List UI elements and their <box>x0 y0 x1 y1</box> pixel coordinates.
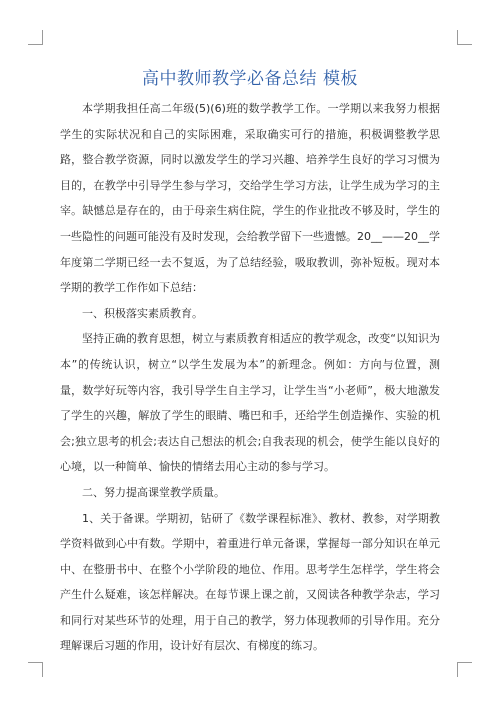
crop-mark-top-left <box>28 30 43 45</box>
crop-mark-top-right <box>457 30 472 45</box>
paragraph-lesson-prep: 1、关于备课。学期初，钻研了《数学课程标准》、教材、教参，对学期教学资料做到心中有数。学期中，着重进行单元备课，掌握每一部分知识在单元中、在整册书中、在整个小学阶段的地位、作用。思考学生怎样学，学生将会产生什么疑难，该怎样解决。在每节课上课之前，又阅读各种教学杂志，学习和同行对某些环节的处理，用于自己的教学，努力体现教师的引导作用。充分理解课后习题的作用，设计好有层次、有梯度的练习。 <box>60 511 440 653</box>
document-body <box>60 96 440 659</box>
crop-mark-bottom-right <box>457 662 472 677</box>
section-heading-2: 二、努力提高课堂教学质量。 <box>82 485 225 499</box>
crop-mark-bottom-left <box>28 662 43 677</box>
document-title: 高中教师教学必备总结 模板 <box>142 69 358 89</box>
section-heading-1: 一、积极落实素质教育。 <box>82 306 203 320</box>
paragraph-intro: 本学期我担任高二年级(5)(6)班的数学教学工作。一学期以来我努力根据学生的实际状况和自己的实际困难，采取确实可行的措施，积极调整教学思路，整合教学资源，同时以激发学生的学习兴趣、培养学生良好的学习习惯为目的，在教学中引导学生参与学习，交给学生学习方法，让学生成为学习的主宰。缺憾总是存在的，由于母亲生病住院，学生的作业批改不够及时，学生的一些隐性的问题可能没有及时发现，会给教学留下一些遗憾。20__——20__学年度第二学期已经一去不复返，为了总结经验，吸取教训，弥补短板。现对本学期的教学工作作如下总结： <box>60 102 440 295</box>
paragraph-quality-education: 坚持正确的教育思想，树立与素质教育相适应的教学观念，改变“以知识为本”的传统认识，树立“以学生发展为本”的新理念。例如：方向与位置，测量，数学好玩等内容，我引导学生自主学习，让学生当“小老师”，极大地激发了学生的兴趣，解放了学生的眼睛、嘴巴和手，还给学生创造操作、实验的机会;独立思考的机会;表达自己想法的机会;自我表现的机会，使学生能以良好的心境，以一种简单、愉快的情绪去用心主动的参与学习。 <box>60 332 440 474</box>
